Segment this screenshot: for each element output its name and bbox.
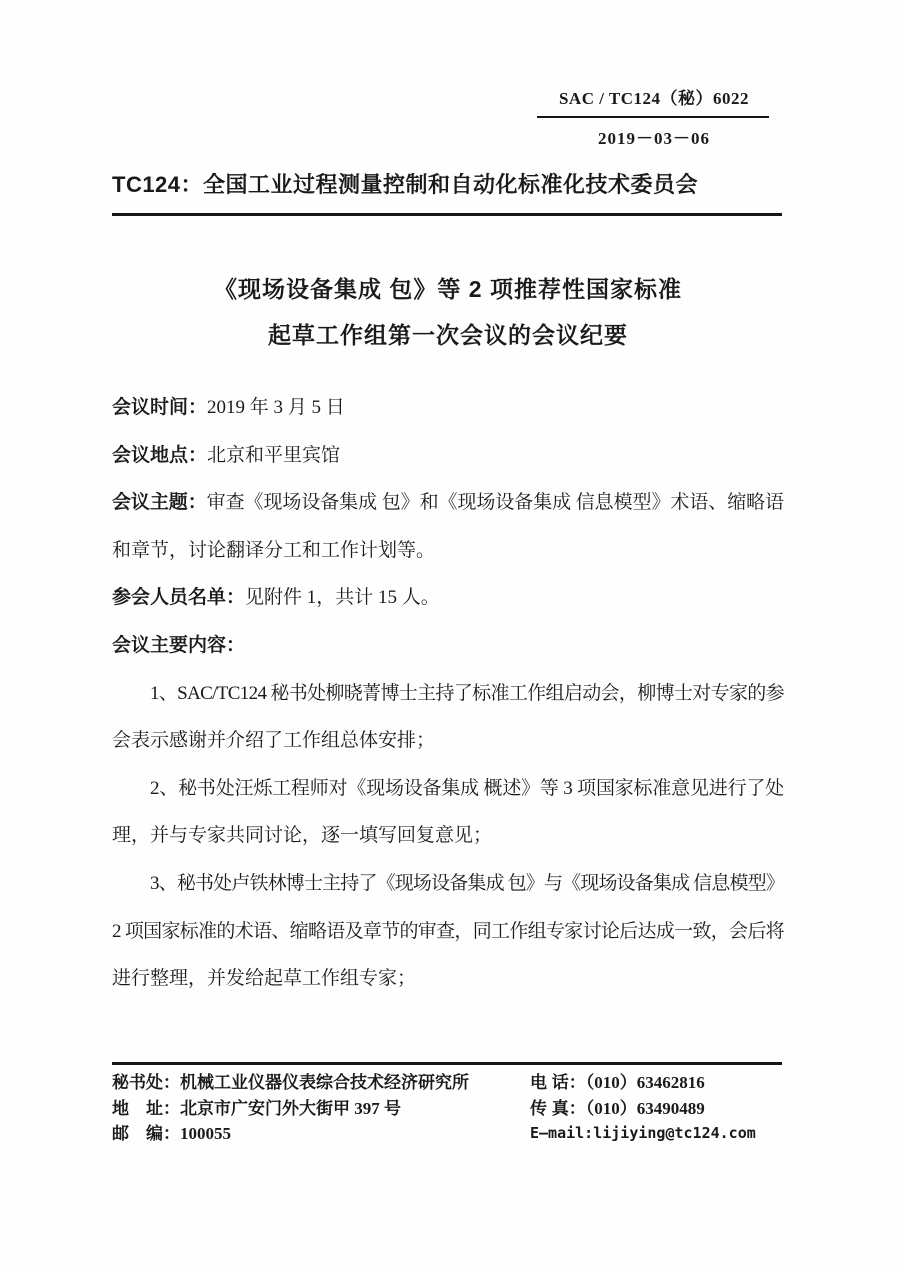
field-value: 和章节，讨论翻译分工和工作计划等。 <box>112 539 436 561</box>
body-line <box>112 908 784 956</box>
field-label: 会议地点： <box>112 444 208 466</box>
phone-label: 电 话： <box>530 1073 586 1092</box>
field-label: 会议主要内容： <box>112 634 246 656</box>
title-line-2: 起草工作组第一次会议的会议纪要 <box>268 322 628 348</box>
footer-left-column <box>112 1070 532 1147</box>
footer-phone <box>530 1070 790 1096</box>
postcode-label: 邮 编： <box>112 1124 180 1143</box>
body-line <box>112 765 784 813</box>
footer-right-column <box>530 1070 790 1147</box>
body-line <box>112 717 784 765</box>
field-value: 2019 年 3 月 5 日 <box>207 397 345 418</box>
body-line <box>112 670 784 718</box>
field-value: 2、秘书处汪烁工程师对《现场设备集成 概述》等 3 项国家标准意见进行了处 <box>150 777 784 799</box>
document-body <box>112 384 784 1003</box>
field-value: 北京和平里宾馆 <box>207 444 341 466</box>
field-value: 审查《现场设备集成 包》和《现场设备集成 信息模型》术语、缩略语 <box>206 492 784 514</box>
body-line <box>112 812 784 860</box>
field-label: 会议时间： <box>112 397 208 418</box>
committee-heading: TC124：全国工业过程测量控制和自动化标准化技术委员会 <box>112 172 699 197</box>
doc-number-rule <box>537 116 769 118</box>
body-line <box>112 860 784 908</box>
footer-postcode <box>112 1121 532 1147</box>
field-value: 3、秘书处卢铁林博士主持了《现场设备集成 包》与《现场设备集成 信息模型》 <box>150 872 784 894</box>
field-value: 会表示感谢并介绍了工作组总体安排； <box>112 730 436 752</box>
postcode-value: 100055 <box>180 1124 231 1143</box>
secretariat-label: 秘书处： <box>112 1073 180 1092</box>
field-label: 会议主题： <box>112 492 207 514</box>
field-value: 理，并与专家共同讨论，逐一填写回复意见； <box>112 825 493 847</box>
fax-value: （010）63490489 <box>585 1098 705 1118</box>
document-title <box>112 266 784 358</box>
field-value: 进行整理，并发给起草工作组专家； <box>112 968 417 990</box>
field-value: 见附件 1，共计 15 人。 <box>245 587 440 609</box>
fax-label: 传 真： <box>530 1098 586 1118</box>
field-label: 参会人员名单： <box>112 587 246 609</box>
doc-number: SAC / TC124（秘）6022 <box>558 89 750 108</box>
footer-fax <box>530 1096 790 1122</box>
doc-date: 2019－03－06 <box>598 129 710 148</box>
footer-rule <box>112 1062 782 1065</box>
footer-email: E—mail:lijiying@tc124.com <box>530 1124 756 1142</box>
body-line <box>112 955 784 1003</box>
title-line-1: 《现场设备集成 包》等 2 项推荐性国家标准 <box>214 276 682 302</box>
footer-secretariat <box>112 1070 532 1096</box>
body-line <box>112 574 784 622</box>
body-line <box>112 622 784 670</box>
secretariat-value: 机械工业仪器仪表综合技术经济研究所 <box>180 1073 469 1092</box>
footer-address <box>112 1096 532 1122</box>
address-label: 地 址： <box>112 1098 180 1118</box>
body-line <box>112 479 784 527</box>
field-value: 2 项国家标准的术语、缩略语及章节的审查，同工作组专家讨论后达成一致，会后将 <box>112 920 784 942</box>
phone-value: （010）63462816 <box>585 1073 705 1092</box>
heading-rule <box>112 213 782 216</box>
field-value: 1、SAC/TC124 秘书处柳晓菁博士主持了标准工作组启动会，柳博士对专家的参 <box>150 682 784 704</box>
body-line <box>112 384 784 432</box>
address-value: 北京市广安门外大街甲 397 号 <box>180 1098 401 1118</box>
body-line <box>112 527 784 575</box>
body-line <box>112 432 784 480</box>
